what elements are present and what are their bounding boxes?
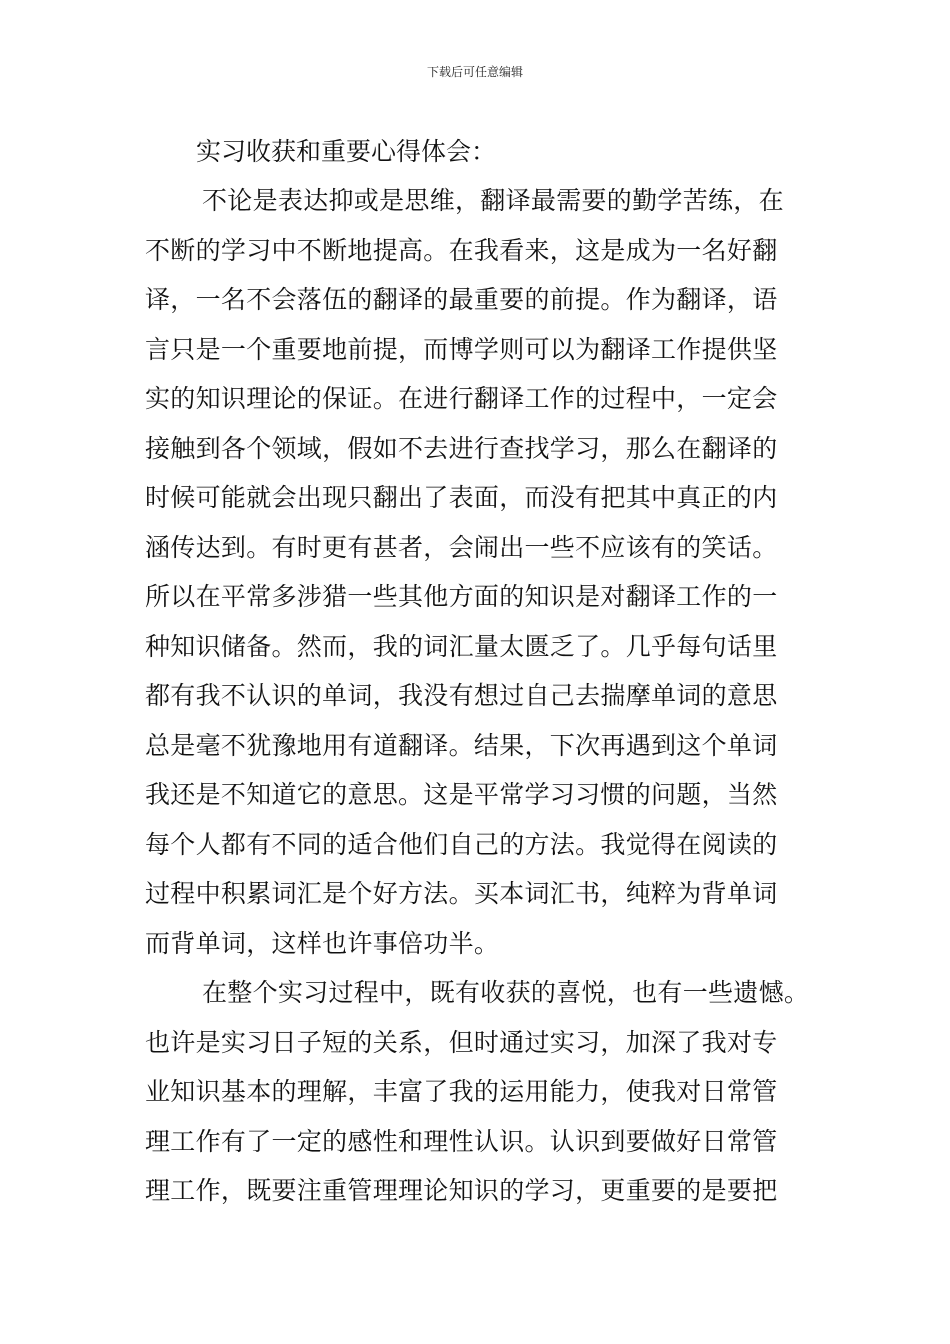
text-line: 过程中积累词汇是个好方法。买本词汇书，纯粹为背单词 — [145, 879, 778, 908]
text-line: 所以在平常多涉猎一些其他方面的知识是对翻译工作的一 — [145, 582, 778, 611]
text-line: 每个人都有不同的适合他们自己的方法。我觉得在阅读的 — [145, 829, 778, 859]
text-line: 接触到各个领域，假如不去进行查找学习，那么在翻译的 — [145, 433, 778, 463]
text-line: 种知识储备。然而，我的词汇量太匮乏了。几乎每句话里 — [145, 631, 778, 661]
text-line: 都有我不认识的单词，我没有想过自己去揣摩单词的意思 — [145, 681, 778, 710]
paragraph-1 — [145, 176, 815, 968]
text-line: 理工作，既要注重管理理论知识的学习，更重要的是要把 — [145, 1176, 778, 1205]
text-line: 而背单词，这样也许事倍功半。 — [145, 928, 500, 958]
text-line: 也许是实习日子短的关系，但时通过实习，加深了我对专 — [145, 1027, 778, 1057]
page-header: 下载后可任意编辑 — [426, 65, 523, 79]
body-text — [145, 176, 815, 1216]
text-line: 涵传达到。有时更有甚者，会闹出一些不应该有的笑话。 — [145, 532, 778, 562]
section-heading: 实习收获和重要心得体会： — [196, 137, 497, 166]
text-line: 业知识基本的理解，丰富了我的运用能力，使我对日常管 — [145, 1077, 778, 1106]
text-line: 不论是表达抑或是思维，翻译最需要的勤学苦练，在 — [202, 186, 784, 215]
text-line: 在整个实习过程中，既有收获的喜悦，也有一些遗憾。 — [202, 978, 810, 1007]
text-line: 言只是一个重要地前提，而博学则可以为翻译工作提供坚 — [145, 334, 778, 364]
text-line: 理工作有了一定的感性和理性认识。认识到要做好日常管 — [145, 1126, 778, 1156]
text-line: 时候可能就会出现只翻出了表面，而没有把其中真正的内 — [145, 483, 778, 512]
text-line: 译，一名不会落伍的翻译的最重要的前提。作为翻译，语 — [145, 285, 778, 314]
text-line: 我还是不知道它的意思。这是平常学习习惯的问题，当然 — [145, 780, 778, 809]
text-line: 总是毫不犹豫地用有道翻译。结果，下次再遇到这个单词 — [145, 730, 778, 760]
text-line: 实的知识理论的保证。在进行翻译工作的过程中，一定会 — [145, 384, 778, 413]
text-line: 不断的学习中不断地提高。在我看来，这是成为一名好翻 — [145, 235, 778, 265]
paragraph-2 — [145, 968, 815, 1216]
